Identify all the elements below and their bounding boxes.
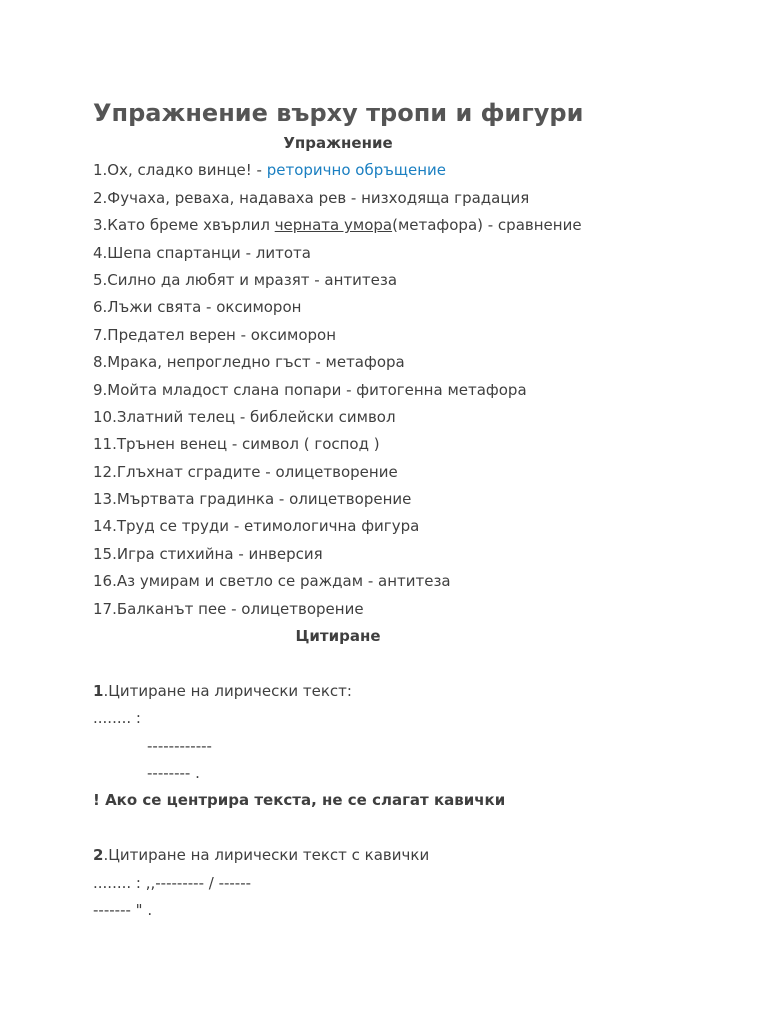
citation-example-line: ------- " . xyxy=(93,900,153,919)
citation-example-line: ........ : xyxy=(93,709,141,728)
citation-part-1-heading: 1.Цитиране на лирически текст: xyxy=(93,681,352,700)
list-item: 10.Златний телец - библейски символ xyxy=(93,407,396,426)
blank-line xyxy=(93,650,733,677)
list-item: 14.Труд се труди - етимологична фигура xyxy=(93,517,420,536)
section-heading-citation: Цитиране xyxy=(295,627,381,646)
citation-example-line: ........ : ,,--------- / ------ xyxy=(93,873,252,892)
list-item: 3.Като бреме хвърлил черната умора(метафора) - сравнение xyxy=(93,216,582,235)
exercise-list xyxy=(93,157,733,623)
list-item: 17.Балканът пее - олицетворение xyxy=(93,599,364,618)
list-item: 1.Ох, сладко винце! - реторично обръщение xyxy=(93,161,446,180)
document-page xyxy=(93,96,733,924)
list-item: 5.Силно да любят и мразят - антитеза xyxy=(93,270,398,289)
list-item: 7.Предател верен - оксиморон xyxy=(93,325,337,344)
highlighted-term: реторично обръщение xyxy=(266,161,446,180)
citation-example-line: -------- . xyxy=(147,763,200,782)
citation-part-2-heading: 2.Цитиране на лирически текст с кавички xyxy=(93,846,430,865)
list-item: 11.Трънен венец - символ ( господ ) xyxy=(93,435,380,454)
list-item: 13.Мъртвата градинка - олицетворение xyxy=(93,490,412,509)
section-heading-exercise: Упражнение xyxy=(283,134,393,152)
blank-line xyxy=(93,815,733,842)
underlined-phrase: черната умора xyxy=(274,216,393,235)
list-item: 8.Мрака, непрогледно гъст - метафора xyxy=(93,353,405,372)
list-item: 9.Мойта младост слана попари - фитогенна метафора xyxy=(93,380,527,399)
list-item: 12.Глъхнат сградите - олицетворение xyxy=(93,462,398,481)
list-item: 16.Аз умирам и светло се раждам - антитеза xyxy=(93,572,451,591)
list-item: 15.Игра стихийна - инверсия xyxy=(93,544,323,563)
list-item: 4.Шепа спартанци - литота xyxy=(93,243,311,262)
citation-example-line: ------------ xyxy=(147,736,212,755)
citation-note: ! Ако се центрира текста, не се слагат кавички xyxy=(93,791,506,810)
page-title: Упражнение върху тропи и фигури xyxy=(93,99,584,127)
list-item: 2.Фучаха, реваха, надаваха рев - низходяща градация xyxy=(93,188,530,207)
list-item: 6.Лъжи свята - оксиморон xyxy=(93,298,302,317)
